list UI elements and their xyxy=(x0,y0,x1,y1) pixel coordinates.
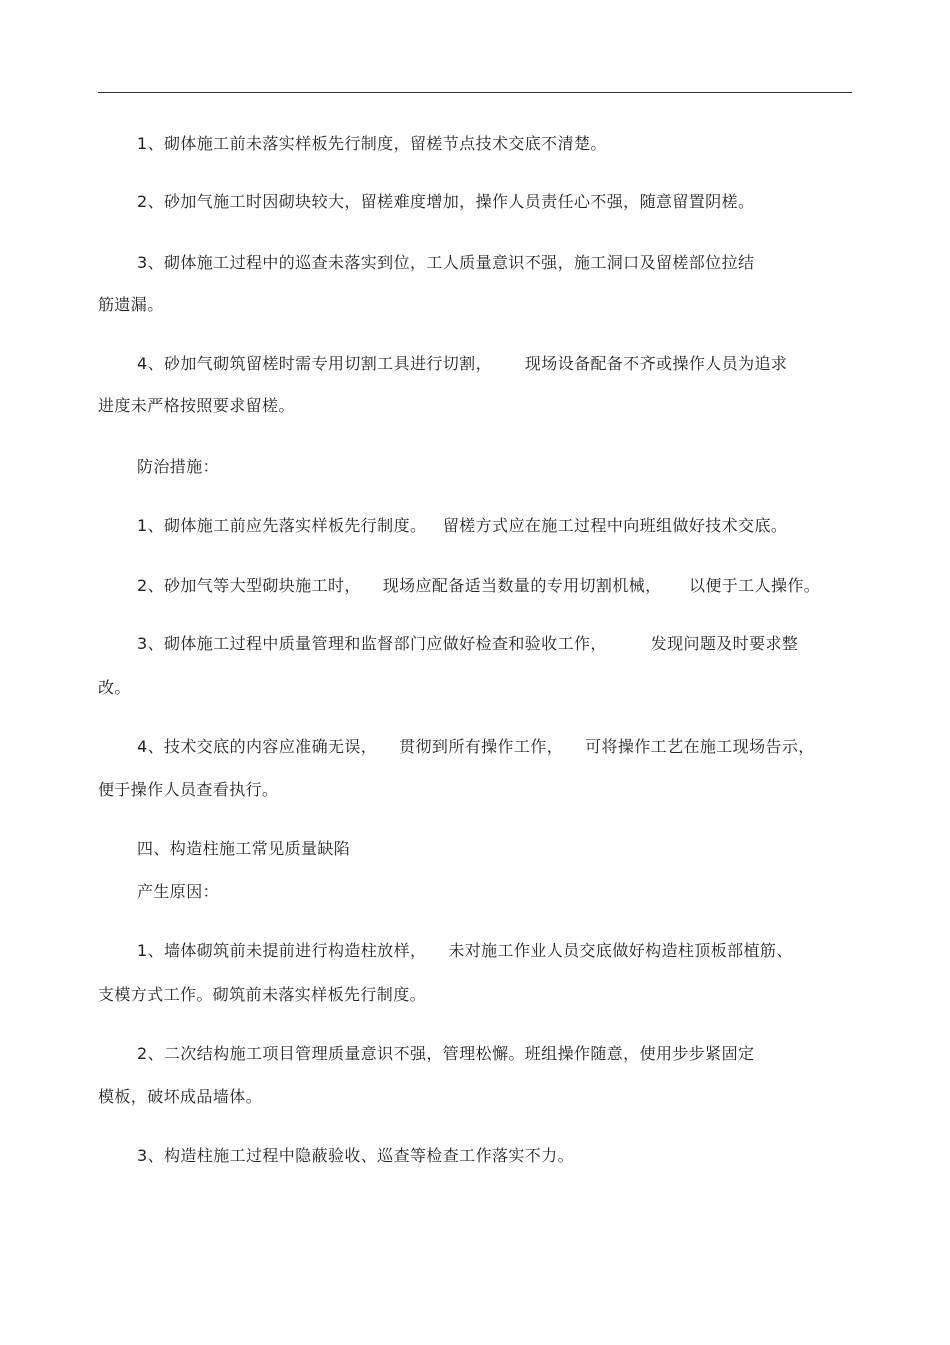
paragraph-line: 支模方式工作。砌筑前未落实样板先行制度。 xyxy=(98,985,427,1004)
section-heading: 四、构造柱施工常见质量缺陷 xyxy=(137,839,351,858)
section-heading: 防治措施： xyxy=(137,457,220,476)
paragraph-line: 3、砌体施工过程中的巡查未落实到位，工人质量意识不强，施工洞口及留槎部位拉结 xyxy=(137,253,755,272)
paragraph-line: 1、砌体施工前应先落实样板先行制度。 留槎方式应在施工过程中向班组做好技术交底。 xyxy=(137,516,788,535)
paragraph-line: 1、墙体砌筑前未提前进行构造柱放样， 未对施工作业人员交底做好构造柱顶板部植筋、 xyxy=(137,941,793,960)
paragraph-line: 2、二次结构施工项目管理质量意识不强，管理松懈。班组操作随意，使用步步紧固定 xyxy=(137,1044,755,1063)
paragraph-line: 4、砂加气砌筑留槎时需专用切割工具进行切割， 现场设备配备不齐或操作人员为追求 xyxy=(137,354,788,373)
paragraph-line: 便于操作人员查看执行。 xyxy=(98,780,279,799)
section-heading: 产生原因： xyxy=(137,882,220,901)
paragraph-line: 进度未严格按照要求留槎。 xyxy=(98,396,295,415)
paragraph-line: 1、砌体施工前未落实样板先行制度，留槎节点技术交底不清楚。 xyxy=(137,134,607,153)
paragraph-line: 3、砌体施工过程中质量管理和监督部门应做好检查和验收工作， 发现问题及时要求整 xyxy=(137,634,799,653)
paragraph-line: 筋遗漏。 xyxy=(98,295,164,314)
paragraph-line: 模板，破坏成品墙体。 xyxy=(98,1087,263,1106)
paragraph-line: 4、技术交底的内容应准确无误， 贯彻到所有操作工作， 可将操作工艺在施工现场告示， xyxy=(137,737,815,756)
paragraph-line: 2、砂加气等大型砌块施工时， 现场应配备适当数量的专用切割机械， 以便于工人操作。 xyxy=(137,576,821,595)
paragraph-line: 2、砂加气施工时因砌块较大，留槎难度增加，操作人员责任心不强，随意留置阴槎。 xyxy=(137,192,755,211)
paragraph-line: 改。 xyxy=(98,678,131,697)
header-rule xyxy=(98,92,852,93)
paragraph-line: 3、构造柱施工过程中隐蔽验收、巡查等检查工作落实不力。 xyxy=(137,1146,574,1165)
